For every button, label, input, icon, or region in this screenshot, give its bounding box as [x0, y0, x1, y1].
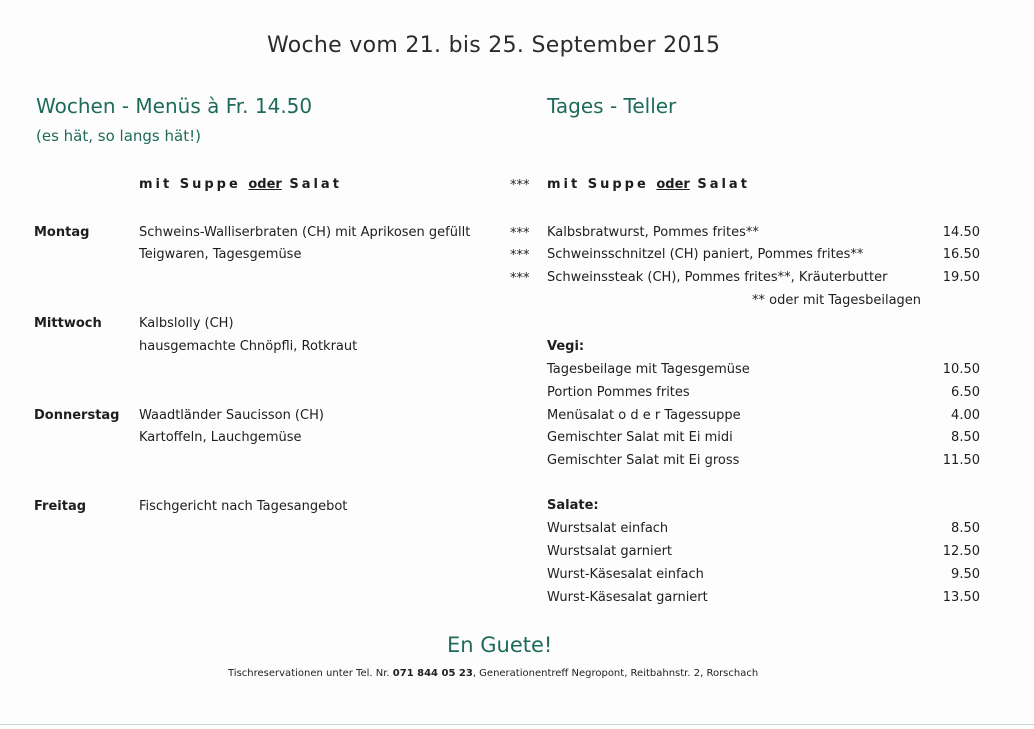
menu-item-name: Portion Pommes frites	[547, 385, 690, 400]
menu-item-price: 6.50	[951, 385, 980, 400]
menu-item-name: Wurst-Käsesalat garniert	[547, 590, 708, 605]
menu-item-price: 10.50	[942, 362, 980, 377]
stars-marker: ***	[510, 226, 530, 241]
page-title: Woche vom 21. bis 25. September 2015	[267, 33, 721, 58]
side-dish-note: ** oder mit Tagesbeilagen	[752, 293, 922, 308]
stars-marker: ***	[510, 248, 530, 263]
stars-marker: ***	[510, 178, 530, 193]
right-soup-line	[547, 177, 750, 192]
menu-item-price: 8.50	[951, 521, 980, 536]
oder-label: oder	[248, 177, 282, 192]
menu-item-price: 8.50	[951, 430, 980, 445]
menu-item-price: 12.50	[942, 544, 980, 559]
day-dish-line2: Kartoffeln, Lauchgemüse	[139, 430, 302, 445]
soup-label: mit Suppe	[139, 177, 241, 192]
stars-marker: ***	[510, 271, 530, 286]
footer-suffix: , Generationentreff Negropont, Reitbahnstr. 2, Rorschach	[472, 668, 759, 679]
daily-plate-heading: Tages - Teller	[547, 94, 677, 118]
day-dish-line1: Kalbslolly (CH)	[139, 316, 234, 331]
menu-item-name: Schweinssteak (CH), Pommes frites**, Kräuterbutter	[547, 270, 888, 285]
weekly-menu-subheading: (es hät, so langs hät!)	[36, 127, 201, 145]
day-dish-line1: Waadtländer Saucisson (CH)	[139, 408, 324, 423]
salad-label: Salat	[289, 177, 342, 192]
day-label-donnerstag: Donnerstag	[34, 408, 120, 423]
menu-item-name: Gemischter Salat mit Ei gross	[547, 453, 740, 468]
vegi-heading: Vegi:	[547, 339, 585, 354]
page-bottom-rule	[0, 724, 1034, 725]
salad-label: Salat	[697, 177, 750, 192]
menu-item-name: Gemischter Salat mit Ei midi	[547, 430, 733, 445]
menu-item-name: Tagesbeilage mit Tagesgemüse	[547, 362, 750, 377]
menu-item-price: 9.50	[951, 567, 980, 582]
soup-label: mit Suppe	[547, 177, 649, 192]
phone-number: 071 844 05 23	[392, 668, 473, 679]
menu-item-name: Schweinsschnitzel (CH) paniert, Pommes frites**	[547, 247, 864, 262]
menu-item-price: 16.50	[942, 247, 980, 262]
menu-item-name: Wurstsalat garniert	[547, 544, 673, 559]
day-label-montag: Montag	[34, 225, 90, 240]
day-dish-line2: hausgemachte Chnöpfli, Rotkraut	[139, 339, 358, 354]
menu-item-name: Kalbsbratwurst, Pommes frites**	[547, 225, 759, 240]
menu-item-price: 4.00	[951, 408, 980, 423]
day-dish-line1: Schweins-Walliserbraten (CH) mit Aprikosen gefüllt	[139, 225, 471, 240]
day-label-mittwoch: Mittwoch	[34, 316, 102, 331]
day-label-freitag: Freitag	[34, 499, 87, 514]
closing-greeting: En Guete!	[447, 633, 553, 657]
salads-heading: Salate:	[547, 498, 599, 513]
menu-item-name: Menüsalat o d e r Tagessuppe	[547, 408, 741, 423]
weekly-menu-heading: Wochen - Menüs à Fr. 14.50	[36, 94, 313, 118]
menu-item-name: Wurstsalat einfach	[547, 521, 669, 536]
menu-item-name: Wurst-Käsesalat einfach	[547, 567, 704, 582]
footer-prefix: Tischreservationen unter Tel. Nr.	[228, 668, 393, 679]
menu-item-price: 13.50	[942, 590, 980, 605]
left-soup-line	[139, 177, 342, 192]
day-dish-line1: Fischgericht nach Tagesangebot	[139, 499, 348, 514]
menu-item-price: 14.50	[942, 225, 980, 240]
oder-label: oder	[656, 177, 690, 192]
menu-item-price: 19.50	[942, 270, 980, 285]
menu-item-price: 11.50	[942, 453, 980, 468]
day-dish-line2: Teigwaren, Tagesgemüse	[139, 247, 302, 262]
reservation-footer	[228, 668, 758, 679]
